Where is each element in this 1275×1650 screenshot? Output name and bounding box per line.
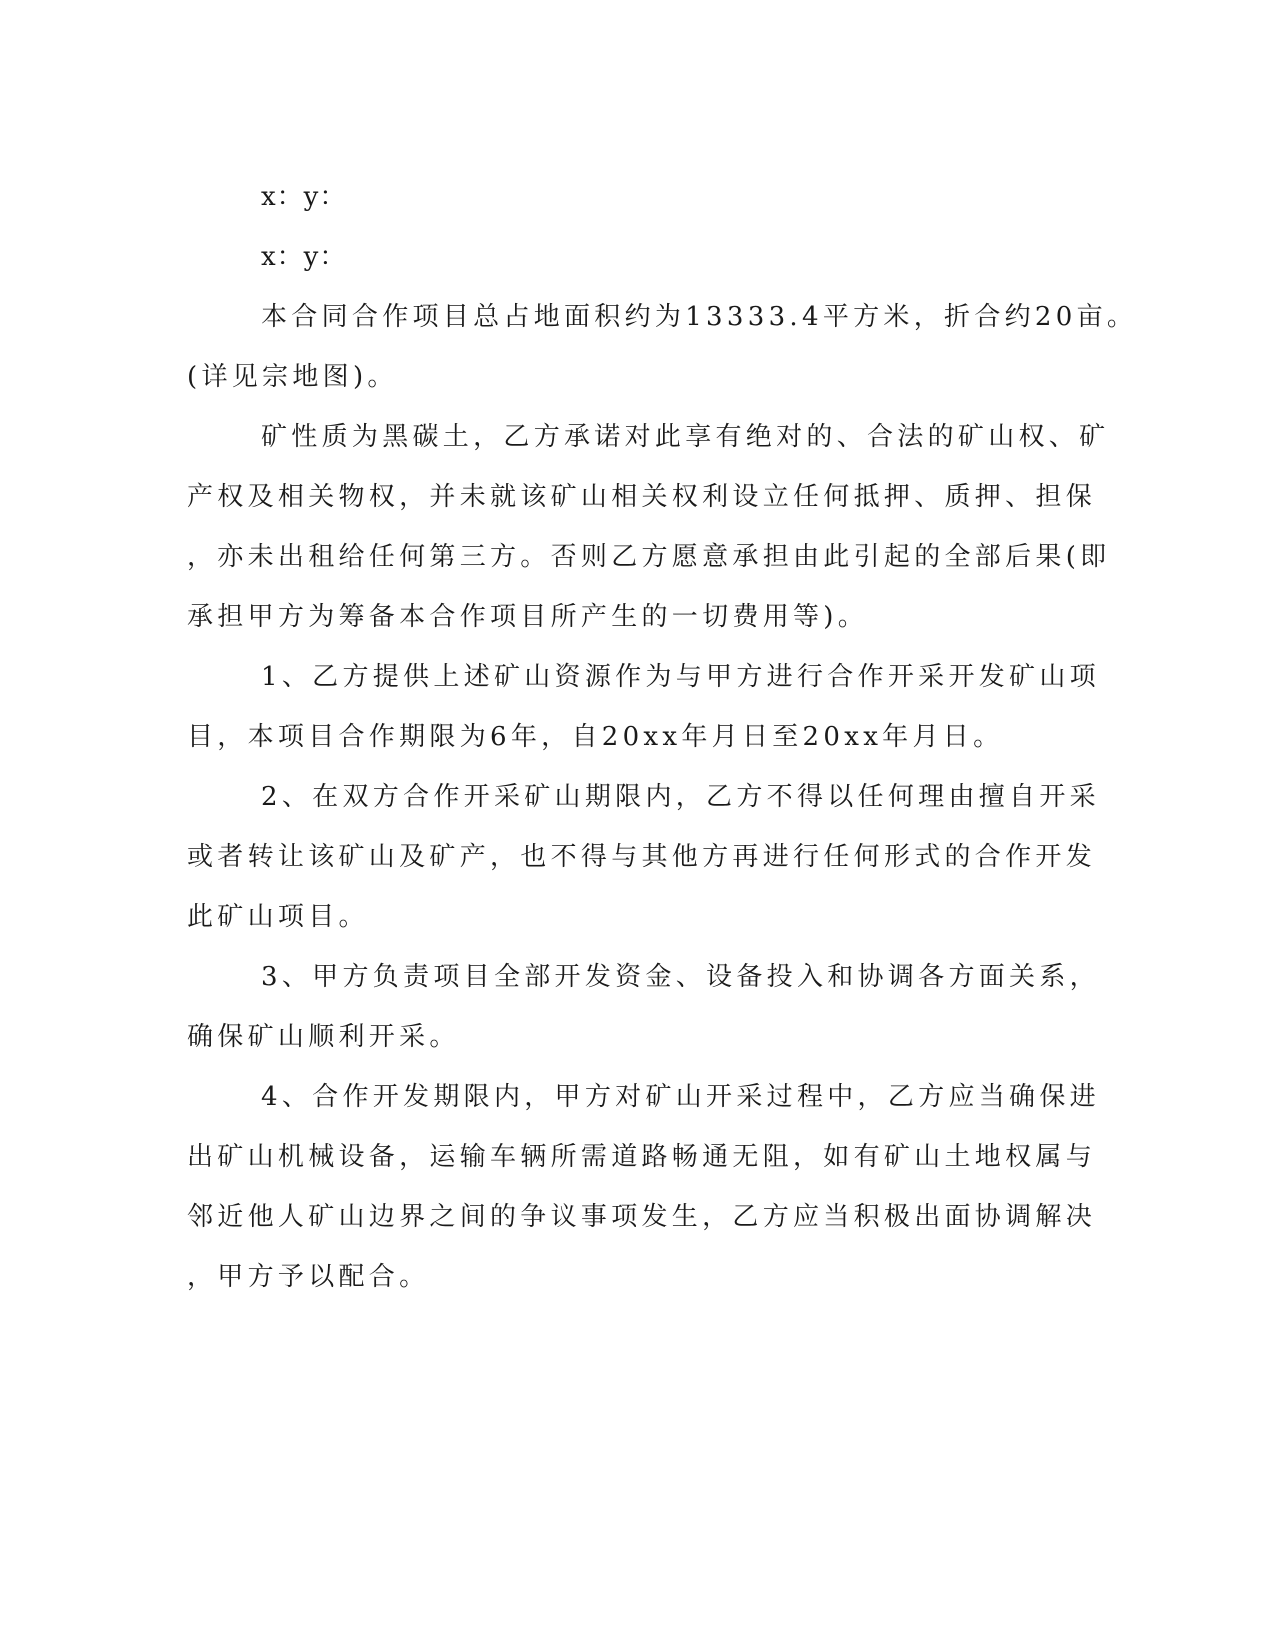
- clause-2-line: 此矿山项目。: [187, 902, 369, 932]
- document-body: [187, 167, 1138, 1307]
- coordinate-line: x：y：: [261, 182, 347, 212]
- clause-4-line: ，甲方予以配合。: [187, 1262, 430, 1292]
- clause-3-line: 确保矿山顺利开采。: [187, 1022, 460, 1052]
- mine-nature-paragraph-line: 矿性质为黑碳土，乙方承诺对此享有绝对的、合法的矿山权、矿: [261, 422, 1110, 452]
- clause-2-line: 或者转让该矿山及矿产，也不得与其他方再进行任何形式的合作开发: [187, 842, 1097, 872]
- mine-nature-paragraph-line: ，亦未出租给任何第三方。否则乙方愿意承担由此引起的全部后果(即: [187, 542, 1111, 572]
- area-paragraph-line: 本合同合作项目总占地面积约为13333.4平方米，折合约20亩。: [261, 302, 1138, 332]
- clause-2-line: 2、在双方合作开采矿山期限内，乙方不得以任何理由擅自开采: [261, 782, 1100, 812]
- area-paragraph-line: (详见宗地图)。: [187, 362, 398, 392]
- clause-4-line: 出矿山机械设备，运输车辆所需道路畅通无阻，如有矿山土地权属与: [187, 1142, 1097, 1172]
- coordinate-line: x：y：: [261, 242, 347, 272]
- mine-nature-paragraph-line: 承担甲方为筹备本合作项目所产生的一切费用等)。: [187, 602, 869, 632]
- clause-1-line: 1、乙方提供上述矿山资源作为与甲方进行合作开采开发矿山项: [261, 662, 1100, 692]
- clause-4-line: 4、合作开发期限内，甲方对矿山开采过程中，乙方应当确保进: [261, 1082, 1100, 1112]
- clause-1-line: 目，本项目合作期限为6年，自20xx年月日至20xx年月日。: [187, 722, 1004, 752]
- clause-4-line: 邻近他人矿山边界之间的争议事项发生，乙方应当积极出面协调解决: [187, 1202, 1097, 1232]
- mine-nature-paragraph-line: 产权及相关物权，并未就该矿山相关权利设立任何抵押、质押、担保: [187, 482, 1097, 512]
- clause-3-line: 3、甲方负责项目全部开发资金、设备投入和协调各方面关系，: [261, 962, 1100, 992]
